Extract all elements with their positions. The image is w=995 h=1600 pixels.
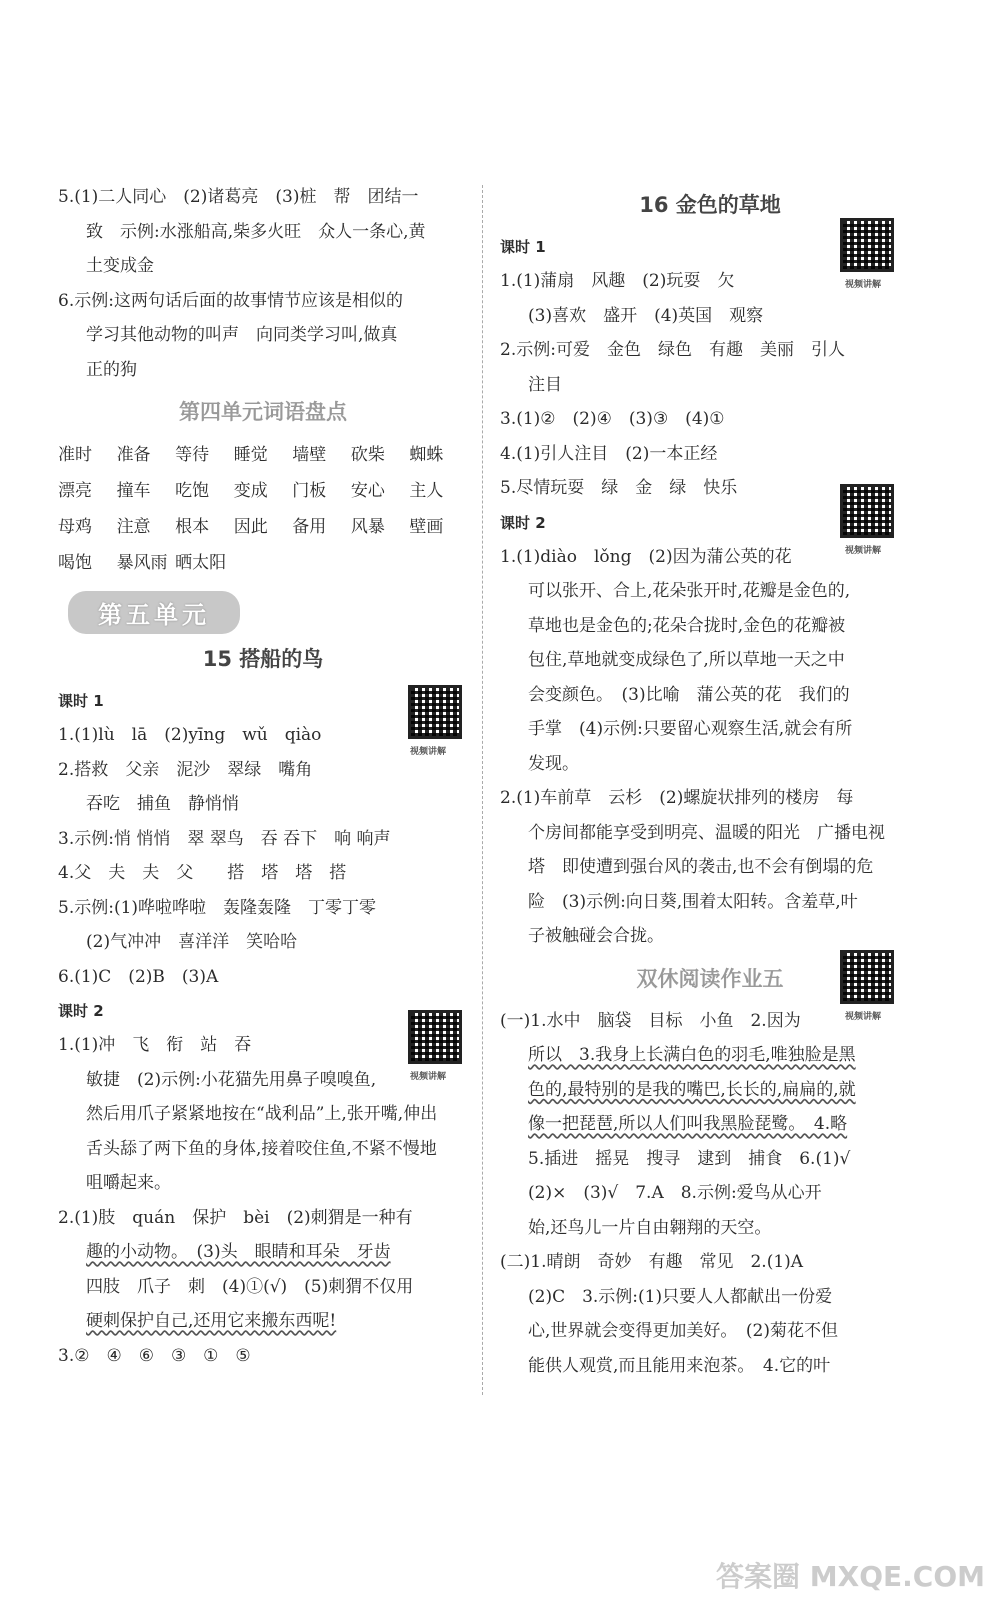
answer-line: 土变成金 bbox=[86, 256, 154, 276]
word: 主人 bbox=[409, 481, 444, 501]
word: 准备 bbox=[116, 445, 151, 465]
unit4-title: 第四单元词语盘点 bbox=[179, 400, 347, 424]
qr-label: 视频讲解 bbox=[410, 747, 447, 757]
word: 漂亮 bbox=[58, 481, 92, 501]
word: 因此 bbox=[233, 517, 268, 537]
answer-line: (2)× (3)√ 7.A 8.示例:爱鸟从心开 bbox=[528, 1183, 822, 1203]
answer-line: 趣的小动物。 (3)头 眼睛和耳朵 牙齿 bbox=[86, 1242, 391, 1262]
qr-code-icon[interactable] bbox=[840, 484, 894, 538]
answer-line: 注目 bbox=[528, 374, 562, 395]
answer-line: (一)1.水中 脑袋 目标 小鱼 2.因为 bbox=[500, 1010, 801, 1031]
answer-line: (2)气冲冲 喜洋洋 笑哈哈 bbox=[86, 932, 298, 952]
answer-line: 可以张开、合上,花朵张开时,花瓣是金色的, bbox=[528, 581, 851, 601]
reading-homework-title: 双休阅读作业五 bbox=[636, 966, 784, 991]
unit5-banner: 第五单元 bbox=[68, 591, 240, 634]
answer-line: 始,还鸟儿一片自由翱翔的天空。 bbox=[528, 1217, 772, 1238]
word: 根本 bbox=[175, 517, 210, 537]
word: 砍柴 bbox=[350, 445, 385, 465]
answer-line: 险 (3)示例:向日葵,围着太阳转。含羞草,叶 bbox=[528, 891, 858, 912]
word: 墙壁 bbox=[292, 445, 327, 465]
watermark: 答案圈 MXQE.COM bbox=[716, 1560, 985, 1593]
answer-line: 然后用爪子紧紧地按在“战利品”上,张开嘴,伸出 bbox=[86, 1104, 438, 1124]
answer-line: 子被触碰会合拢。 bbox=[528, 926, 664, 946]
word: 暴风雨 bbox=[116, 553, 168, 573]
answer-line: 1.(1)蒲扇 风趣 (2)玩耍 欠 bbox=[500, 271, 735, 291]
answer-line: 1.(1)lù lā (2)yīng wǔ qiào bbox=[58, 725, 322, 745]
answer-line: 2.搭救 父亲 泥沙 翠绿 嘴角 bbox=[58, 759, 313, 780]
answer-line: 所以 3.我身上长满白色的羽毛,唯独脸是黑 bbox=[528, 1045, 856, 1065]
answer-line: 3.(1)② (2)④ (3)③ (4)① bbox=[500, 409, 725, 429]
lesson-period-1: 课时 1 bbox=[58, 692, 104, 710]
answer-line: 正的狗 bbox=[86, 359, 137, 380]
qr-code-icon[interactable] bbox=[840, 218, 894, 272]
word: 安心 bbox=[350, 481, 385, 501]
answer-line: 2.示例:可爱 金色 绿色 有趣 美丽 引人 bbox=[500, 340, 845, 360]
answer-line: 会变颜色。 (3)比喻 蒲公英的花 我们的 bbox=[528, 684, 850, 705]
answer-line: 舌头舔了两下鱼的身体,接着咬住鱼,不紧不慢地 bbox=[86, 1138, 437, 1159]
unit4-word-list bbox=[58, 437, 468, 581]
answer-line: 手掌 (4)示例:只要留心观察生活,就会有所 bbox=[528, 719, 853, 739]
answer-line: 3.② ④ ⑥ ③ ① ⑤ bbox=[58, 1345, 251, 1366]
lesson-period-1: 课时 1 bbox=[500, 238, 546, 256]
word: 门板 bbox=[292, 481, 327, 501]
answer-line: 5.(1)二人同心 (2)诸葛亮 (3)桩 帮 团结一 bbox=[58, 187, 419, 207]
column-divider bbox=[482, 185, 483, 1395]
qr-code-icon[interactable] bbox=[408, 1010, 462, 1064]
answer-line: 个房间都能享受到明亮、温暖的阳光 广播电视 bbox=[528, 822, 885, 843]
qr-label: 视频讲解 bbox=[845, 280, 882, 290]
answer-line: 塔 即使遭到强台风的袭击,也不会有倒塌的危 bbox=[528, 857, 874, 877]
answer-line: 草地也是金色的;花朵合拢时,金色的花瓣被 bbox=[528, 615, 846, 636]
qr-code-icon[interactable] bbox=[840, 950, 894, 1004]
answer-line: 5.尽情玩耍 绿 金 绿 快乐 bbox=[500, 478, 738, 498]
answer-line: 1.(1)diào lǒng (2)因为蒲公英的花 bbox=[500, 546, 792, 567]
answer-line: 像一把琵琶,所以人们叫我黑脸琵鹭。 4.略 bbox=[528, 1114, 848, 1134]
answer-line: 4.父 夫 夫 父 搭 塔 塔 搭 bbox=[58, 863, 347, 883]
word: 晒太阳 bbox=[175, 553, 227, 573]
answer-line: 2.(1)肢 quán 保护 bèi (2)刺猬是一种有 bbox=[58, 1207, 413, 1228]
answer-line: 色的,最特别的是我的嘴巴,长长的,扁扁的,就 bbox=[528, 1079, 856, 1100]
word: 备用 bbox=[292, 517, 327, 537]
answer-line: 发现。 bbox=[528, 753, 579, 774]
answer-line: 心,世界就会变得更加美好。 (2)菊花不但 bbox=[528, 1321, 838, 1341]
answer-line: 6.(1)C (2)B (3)A bbox=[58, 966, 219, 987]
word: 撞车 bbox=[116, 481, 151, 501]
answer-line: 4.(1)引人注目 (2)一本正经 bbox=[500, 443, 718, 464]
answer-line: 5.示例:(1)哗啦哗啦 轰隆轰隆 丁零丁零 bbox=[58, 897, 377, 918]
answer-line: 2.(1)车前草 云杉 (2)螺旋状排列的楼房 每 bbox=[500, 788, 854, 808]
answer-line: 5.插进 摇晃 搜寻 逮到 捕食 6.(1)√ bbox=[528, 1148, 851, 1169]
word: 蜘蛛 bbox=[409, 445, 444, 465]
answer-line: 包住,草地就变成绿色了,所以草地一天之中 bbox=[528, 650, 845, 670]
answer-line: 吞吃 捕鱼 静悄悄 bbox=[86, 794, 239, 814]
right-column bbox=[500, 180, 920, 1383]
answer-line: 3.示例:悄 悄悄 翠 翠鸟 吞 吞下 响 响声 bbox=[58, 828, 391, 849]
word: 睡觉 bbox=[233, 445, 268, 465]
lesson-period-2: 课时 2 bbox=[58, 1002, 104, 1020]
lesson16-title: 16 金色的草地 bbox=[639, 193, 781, 217]
qr-label: 视频讲解 bbox=[845, 546, 882, 556]
answer-line: 四肢 爪子 刺 (4)①(√) (5)刺猬不仅用 bbox=[86, 1276, 414, 1297]
lesson-period-2: 课时 2 bbox=[500, 513, 546, 532]
lesson15-title: 15 搭船的鸟 bbox=[202, 647, 324, 671]
answer-line: 咀嚼起来。 bbox=[86, 1173, 171, 1193]
answer-line: 能供人观赏,而且能用来泡茶。 4.它的叶 bbox=[528, 1355, 831, 1376]
word: 吃饱 bbox=[175, 481, 210, 501]
word: 壁画 bbox=[409, 517, 444, 537]
word: 变成 bbox=[233, 481, 268, 501]
word: 喝饱 bbox=[58, 553, 92, 573]
word: 风暴 bbox=[350, 517, 385, 537]
answer-line: (2)C 3.示例:(1)只要人人都献出一份爱 bbox=[528, 1286, 833, 1307]
answer-line: 学习其他动物的叫声 向同类学习叫,做真 bbox=[86, 325, 398, 345]
answer-line: 6.示例:这两句话后面的故事情节应该是相似的 bbox=[58, 290, 403, 311]
word: 母鸡 bbox=[58, 517, 92, 537]
left-column bbox=[58, 180, 468, 1373]
answer-line: 敏捷 (2)示例:小花猫先用鼻子嗅嗅鱼, bbox=[86, 1069, 377, 1090]
qr-label: 视频讲解 bbox=[410, 1072, 447, 1082]
answer-line: 硬刺保护自己,还用它来搬东西呢! bbox=[86, 1311, 337, 1331]
qr-code-icon[interactable] bbox=[408, 685, 462, 739]
word: 等待 bbox=[175, 445, 210, 465]
word: 准时 bbox=[58, 445, 92, 465]
answer-line: (3)喜欢 盛开 (4)英国 观察 bbox=[528, 305, 764, 326]
answer-line: (二)1.晴朗 奇妙 有趣 常见 2.(1)A bbox=[500, 1252, 804, 1272]
word: 注意 bbox=[116, 517, 151, 537]
answer-line: 致 示例:水涨船高,柴多火旺 众人一条心,黄 bbox=[86, 221, 426, 242]
answer-line: 1.(1)冲 飞 衔 站 吞 bbox=[58, 1035, 252, 1055]
qr-label: 视频讲解 bbox=[845, 1012, 882, 1022]
